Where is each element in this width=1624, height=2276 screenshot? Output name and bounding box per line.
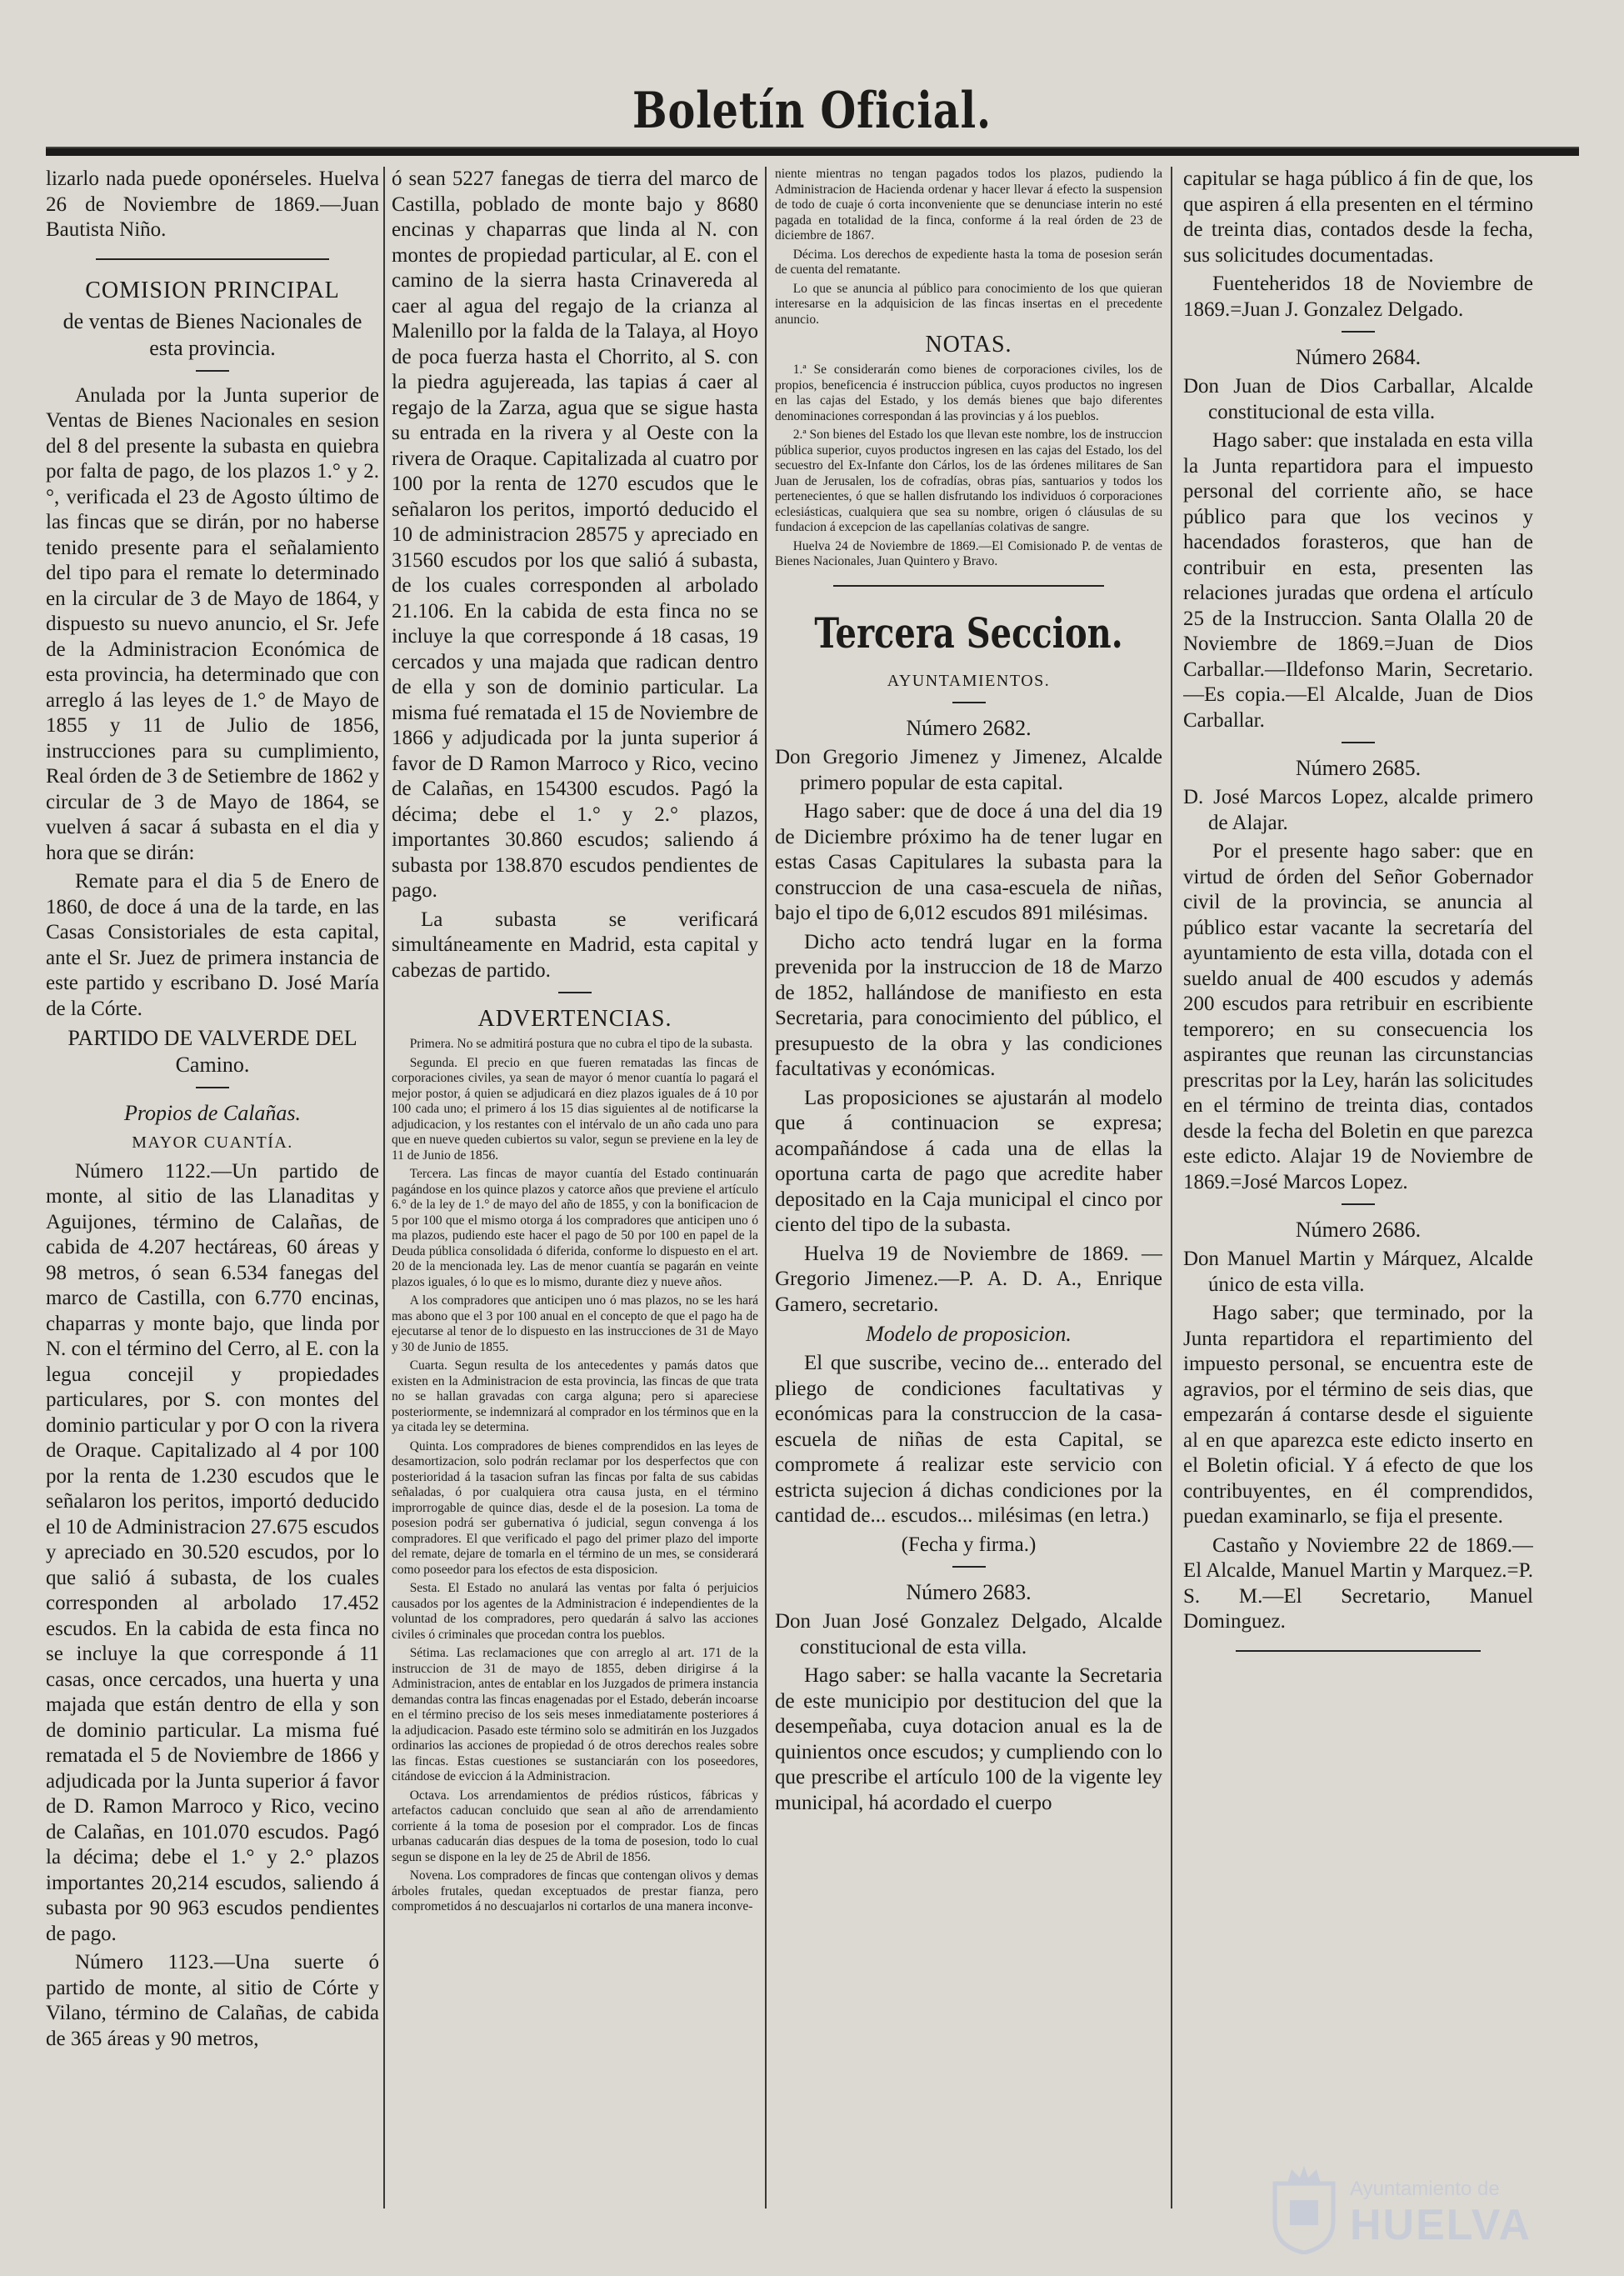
ayuntamientos-heading: AYUNTAMIENTOS. — [887, 671, 1051, 690]
divider — [1236, 1650, 1481, 1652]
section-title: Tercera Seccion. — [814, 608, 1123, 658]
advertencia-item: Novena. Los compradores de fincas que contengan olivos y demas árboles frutales, quedan exceptuados de prestar fianza, pero comprometidos á no descuajarlos ni cortarlos de una manera inconve- — [392, 1868, 758, 1913]
model-heading: Modelo de proposicion. — [866, 1322, 1072, 1346]
paragraph: Número 1122.—Un partido de monte, al sitio de las Llanaditas y Aguijones, término de Calañas, de cabida de 4.207 hectáreas, 60 áreas y 98 metros, ó sean 6.534 fanegas del marco de Castilla, con 6.770 encinas, chaparras y monte bajo, que linda por N. con el término del Cerro, al E. con la legua concejil y propiedades particulares, por S. con montes del dominio particular y por O con la rivera de Oraque. Capitalizado al 4 por 100 por la renta de 1.230 escudos que le señalaron los peritos, importó deducido el 10 de Administracion 27.675 escudos y apreciado en 30.520 escudos, por lo que salió á subasta, de los cuales corresponden al arbolado 17.452 escudos. En la cabida de esta finca no se incluye la que corresponde á 11 casas, once cercados, una huerta y una majada que están dentro de ella y son de dominio particular. La misma fué rematada el 5 de Noviembre de 1866 y adjudicada por la Junta superior á favor de D. Ramon Marroco y Rico, vecino de Calañas, en 101.070 escudos. Pagó la décima; debe el 1.° y 2.° plazos importantes 20,214 escudos, saliendo á subasta por 90 963 escudos pendientes de pago. — [46, 1159, 379, 1945]
paragraph: Castaño y Noviembre 22 de 1869.—El Alcalde, Manuel Martin y Marquez.=P. S. M.—El Secretario, Manuel Dominguez. — [1183, 1533, 1533, 1633]
signature: Huelva 24 de Noviembre de 1869.—El Comisionado P. de ventas de Bienes Nacionales, Juan Quintero y Bravo. — [775, 538, 1162, 568]
category-heading: MAYOR CUANTÍA. — [132, 1133, 293, 1152]
notice-author: D. José Marcos Lopez, alcalde primero de Alajar. — [1183, 786, 1533, 834]
notas-heading: NOTAS. — [925, 332, 1012, 358]
notice-author: Don Juan de Dios Carballar, Alcalde constitucional de esta villa. — [1183, 375, 1533, 423]
advertencia-item: Octava. Los arrendamientos de prédios rústicos, fábricas y artefactos caducan concluido que sean al año de arrendamiento corriente á la toma de posesion por el comprador. Los de fincas urbanas caducarán dias despues de la toma de posesion, todo lo cual segun se dispone en la ley de 25 de Abril de 1856. — [392, 1788, 758, 1864]
column-4 — [1183, 167, 1533, 2200]
paragraph: Por el presente hago saber: que en virtud de órden del Señor Gobernador civil de la provincia, se anuncia al público estar vacante la secretaría del ayuntamiento de esta villa, dotada con el sueldo anual de 400 escudos y además 200 escudos para retribuir en escribiente temporero; en su consecuencia los aspirantes que reunan las circunstancias prescritas por la Ley, harán las solicitudes en el término de treinta dias, contados desde la fecha del Boletin en que parezca este edicto. Alajar 19 de Noviembre de 1869.=José Marcos Lopez. — [1183, 840, 1533, 1193]
advertencia-item: Sétima. Las reclamaciones que con arreglo al art. 171 de la instruccion de 31 de mayo de 1855, deben dirigirse á la Administracion, antes de entablar en los Juzgados de primera instancia demandas contra las fincas enagenadas por el Estado, deberán incoarse en el término preciso de los seis meses inmediatamente posteriores á la adjudicacion. Pasado este término solo se admitirán en los Juzgados ordinarios las acciones de propiedad ó de otros derechos reales sobre las fincas. Estas cuestiones se sustanciarán con los poseedores, citándose de eviccion á la Administracion. — [392, 1646, 758, 1783]
paragraph: Huelva 19 de Noviembre de 1869. —Gregorio Jimenez.—P. A. D. A., Enrique Gamero, secretario. — [775, 1242, 1162, 1316]
paragraph: capitular se haga público á fin de que, los que aspiren á ella presenten en el término de treinta dias, contados desde la fecha, sus solicitudes documentadas. — [1183, 168, 1533, 267]
divider — [1342, 1203, 1375, 1205]
properties-heading: Propios de Calañas. — [123, 1101, 302, 1125]
divider — [558, 992, 592, 993]
advertencia-item: Décima. Los derechos de expediente hasta la toma de posesion serán de cuenta del rematante. — [775, 247, 1162, 277]
paragraph: Hago saber: se halla vacante la Secretaria de este municipio por destitucion del que la desempeñaba, cuya dotacion anual es la de quinientos once escudos; y cumpliendo con lo que prescribe el artículo 100 de la vigente ley municipal, há acordado el cuerpo — [775, 1664, 1162, 1814]
paragraph: ó sean 5227 fanegas de tierra del marco de Castilla, poblado de monte bajo y 8680 encinas y chaparras que linda al N. con montes de propiedad particular, al E. con el camino de la sierra hasta Crinavereda al caer al agua del regajo de la crianza al Malenillo por la falda de la Talaya, al Hoyo de poca fuerza hasta el Chorrito, al S. con la piedra agujereada, las tapias á caer al regajo de la Zarza, agua que se sigue hasta su entrada en la rivera y al Oeste con la rivera de Oraque. Capitalizada al cuatro por 100 por la renta de 1270 escudos que le señalaron los peritos, importó deducido el 10 de administracion 28575 y apreciado en 31560 escudos por los que salió á subasta, de los cuales corresponden al arbolado 21.106. En la cabida de esta finca no se incluye la que corresponde á 18 casas, 19 cercados y una majada que radican dentro de ella y son de dominio particular. La misma fué rematada el 15 de Noviembre de 1866 y adjudicada por la junta superior á favor de D Ramon Marroco y Rico, vecino de Calañas, en 154300 escudos. Pagó la décima; debe el 1.° y 2.° plazos, importantes 30.860 escudos; saliendo á subasta por 138.870 escudos pendientes de pago. — [392, 168, 758, 902]
notice-author: Don Juan José Gonzalez Delgado, Alcalde constitucional de esta villa. — [775, 1610, 1162, 1658]
paragraph: El que suscribe, vecino de... enterado del pliego de condiciones facultativas y económicas para la construccion de la casa-escuela de niñas de esta Capital, se compromete á realizar este servicio con estricta sujecion á dichas condiciones por la cantidad de... escudos... milésimas (en letra.) — [775, 1352, 1162, 1527]
advertencia-item: Segunda. El precio en que fueren rematadas las fincas de corporaciones civiles, ya sean de mayor ó menor cuantía lo pagará el mejor postor, á quien se adjudicará en diez plazos iguales de á 10 por 100 cada uno; el primero á los 15 dias siguientes al de notificarse la adjudicacion, y los restantes con el intérvalo de un año cada uno para que en nueve queden cubiertos su valor, segun se previene en la ley de 11 de Junio de 1856. — [392, 1055, 758, 1163]
paragraph: Hago saber; que terminado, por la Junta repartidora el repartimiento del impuesto personal, se encuentra este de agravios, por el término de seis dias, que empezarán á contarse desde el siguiente al en que aparezca este edicto inserto en el Boletin oficial. Y á efecto de que los contribuyentes, en él comprendidos, puedan examinarlo, se fija el presente. — [1183, 1302, 1533, 1528]
advertencia-item: Cuarta. Segun resulta de los antecedentes y pamás datos que existen en la Administracion de esta provincia, las fincas de que trata no se hallan gravadas con carga alguna; pero si apareciese posteriormente, se indemnizará al comprador en los términos que en la ya citada ley se determina. — [392, 1358, 758, 1434]
ayuntamiento-watermark — [1267, 2154, 1532, 2263]
paragraph: lizarlo nada puede oponérseles. Huelva 26 de Noviembre de 1869.—Juan Bautista Niño. — [46, 168, 379, 241]
advertencia-item: A los compradores que anticipen uno ó mas plazos, no se les hará mas abono que el 3 por 100 anual en el concepto de que el pago ha de ejecutarse al tenor de lo dispuesto en las instrucciones de 31 de Mayo y 30 de Junio de 1855. — [392, 1293, 758, 1354]
divider — [196, 1087, 229, 1088]
date-signature: (Fecha y firma.) — [901, 1533, 1037, 1556]
column-1 — [46, 167, 379, 2200]
masthead-title: Boletín Oficial. — [632, 82, 992, 140]
notice-number: Número 2685. — [1295, 756, 1422, 780]
watermark-line2: HUELVA — [1350, 2201, 1532, 2249]
paragraph: La subasta se verificará simultáneamente en Madrid, esta capital y cabezas de partido. — [392, 908, 758, 982]
column-3 — [775, 167, 1162, 2200]
paragraph: Dicho acto tendrá lugar en la forma prevenida por la instruccion de 18 de Marzo de 1852, hallándose de manifiesto en esta Secretaria, para conocimiento del público, el presupuesto de la obra y las condiciones facultativas y económicas. — [775, 930, 1162, 1080]
advertencia-item: Lo que se anuncia al público para conocimiento de los que quieran interesarse en la adquisicion de las fincas insertas en el precedente anuncio. — [775, 281, 1162, 327]
column-divider — [765, 167, 767, 2208]
section-heading: COMISION PRINCIPAL — [85, 277, 340, 303]
masthead-rule — [46, 147, 1579, 156]
column-divider — [383, 167, 385, 2208]
watermark-line1: Ayuntamiento de — [1350, 2178, 1500, 2200]
divider — [1342, 331, 1375, 333]
advertencia-item: Sesta. El Estado no anulará las ventas por falta ó perjuicios causados por los agentes de la Administracion é independientes de la voluntad de los compradores, pero quedarán á salvo las acciones civiles ó criminales que procedan contra los pueblos. — [392, 1581, 758, 1642]
notice-number: Número 2684. — [1295, 345, 1422, 369]
divider — [96, 258, 329, 260]
notice-author: Don Manuel Martin y Márquez, Alcalde único de esta villa. — [1183, 1248, 1533, 1296]
advertencia-item: Quinta. Los compradores de bienes comprendidos en las leyes de desamortizacion, solo podrán reclamar por los desperfectos que con posterioridad á la tasacion sufran las fincas por falta de sus cabidas señaladas, ó por cualquiera otra causa justa, en el término improrrogable de quince dias, desde el de la posesion. La toma de posesion podrá ser gubernativa ó judicial, segun convenga á los compradores. El que verificado el pago del primer plazo del importe del remate, dejare de tomarla en el término de un mes, se considerará como poseedor para los efectos de esta disposicion. — [392, 1438, 758, 1577]
paragraph: Las proposiciones se ajustarán al modelo que á continuacion se expresa; acompañándose á cada una de ellas la oportuna carta de pago que acredite haber depositado en la Caja municipal el cinco por ciento del tipo de la subasta. — [775, 1086, 1162, 1236]
notice-number: Número 2686. — [1295, 1218, 1422, 1242]
divider — [952, 702, 986, 703]
coat-of-arms-icon — [1267, 2163, 1342, 2254]
advertencia-item: niente mientras no tengan pagados todos los plazos, pudiendo la Administracion de Hacienda ordenar y hacer llevar á efecto la suspension de todo de cuaje ó corta inconveniente que se denunciase interin no esté pagada en totalidad de la finca, conforme á la real órden de 23 de diciembre de 1867. — [775, 167, 1162, 243]
advertencia-item: Tercera. Las fincas de mayor cuantía del Estado continuarán pagándose en los quince plazos y catorce años que previene el artículo 6.° de la ley de 1.° de mayo del año de 1855, y con la bonificacion de 5 por 100 que el mismo otorga á los compradores que anticipen uno ó ma plazos, pudiendo este hacer el pago de 50 por 100 en papel de la Deuda pública consolidada ó diferida, conforme lo dispuesto en el art. 20 de la mencionada ley. Las de menor cuantía se pagarán en veinte plazos iguales, ó lo que es lo mismo, durante diez y nueve años. — [392, 1167, 758, 1289]
notice-number: Número 2683. — [906, 1580, 1032, 1604]
notice-number: Número 2682. — [906, 716, 1032, 740]
paragraph: Número 1123.—Una suerte ó partido de monte, al sitio de Córte y Vilano, término de Calañas, de cabida de 365 áreas y 90 metros, — [46, 1951, 379, 2050]
paragraph: Remate para el dia 5 de Enero de 1860, de doce á una de la tarde, en las Casas Consistoriales de esta capital, ante el Sr. Juez de primera instancia de este partido y escribano D. José María de la Córte. — [46, 870, 379, 1020]
column-2 — [392, 167, 758, 2200]
nota-item: 1.ª Se considerarán como bienes de corporaciones civiles, los de propios, beneficencia é instruccion pública, cuyos productos no ingresen en las cajas del Estado, y los demás bienes que bajo diferentes denominaciones correspondan á las provincias y á los pueblos. — [775, 363, 1162, 423]
divider — [1342, 742, 1375, 743]
advertencias-heading: ADVERTENCIAS. — [477, 1006, 672, 1032]
column-divider — [1171, 167, 1172, 2208]
section-subheading: de ventas de Bienes Nacionales de esta provincia. — [62, 308, 362, 360]
district-heading: PARTIDO DE VALVERDE DEL Camino. — [67, 1026, 357, 1077]
paragraph: Fuenteheridos 18 de Noviembre de 1869.=Juan J. Gonzalez Delgado. — [1183, 273, 1533, 321]
paragraph: Hago saber: que instalada en esta villa la Junta repartidora para el impuesto personal del corriente año, se hace público para que los vecinos y hacendados forasteros, que han de contribuir en esta, presenten las relaciones juradas que ordena el artículo 25 de la Instruccion. Santa Olalla 20 de Noviembre de 1869.=Juan de Dios Carballar.—Ildefonso Marin, Secretario.—Es copia.—El Alcalde, Juan de Dios Carballar. — [1183, 429, 1533, 732]
divider — [952, 1566, 986, 1568]
paragraph: Anulada por la Junta superior de Ventas de Bienes Nacionales en sesion del 8 del presente la subasta en quiebra por falta de pago, de los plazos 1.° y 2.°, verificada el 23 de Agosto último de las fincas que se dirán, por no haberse tenido presente para el señalamiento del tipo para el remate lo determinado en la circular de 3 de Mayo de 1864, y dispuesto su nuevo anuncio, el Sr. Jefe de la Administracion Económica de esta provincia, ha determinado que con arreglo á las leyes de 1.° de Mayo de 1855 y 11 de Julio de 1856, instrucciones para su cumplimiento, Real órden de 3 de Setiembre de 1862 y circular de 3 de Mayo de 1864, se vuelven á sacar á subasta en el dia y hora que se dirán: — [46, 383, 379, 864]
divider — [833, 585, 1105, 587]
nota-item: 2.ª Son bienes del Estado los que llevan este nombre, los de instruccion pública superior, cuyos productos ingresen en las cajas del Estado, los del secuestro del Ex-Infante don Cárlos, los de las órdenes militares de San Juan de Jerusalen, los de cofradías, obras pías, santuarios y todos los pertenecientes, ó que se hallen disfrutando los individuos ó corporaciones eclesiásticas, cualquiera que sea su nombre, origen ó cláusulas de su fundacion á excepcion de las capellanías colativas de sangre. — [775, 428, 1162, 534]
paragraph: Hago saber: que de doce á una del dia 19 de Diciembre próximo ha de tener lugar en estas Casas Capitulares la subasta para la construccion de una casa-escuela de niñas, bajo el tipo de 6,012 escudos 891 milésimas. — [775, 800, 1162, 924]
advertencia-item: Primera. No se admitirá postura que no cubra el tipo de la subasta. — [409, 1037, 753, 1051]
divider — [196, 370, 229, 372]
notice-author: Don Gregorio Jimenez y Jimenez, Alcalde primero popular de esta capital. — [775, 746, 1162, 794]
